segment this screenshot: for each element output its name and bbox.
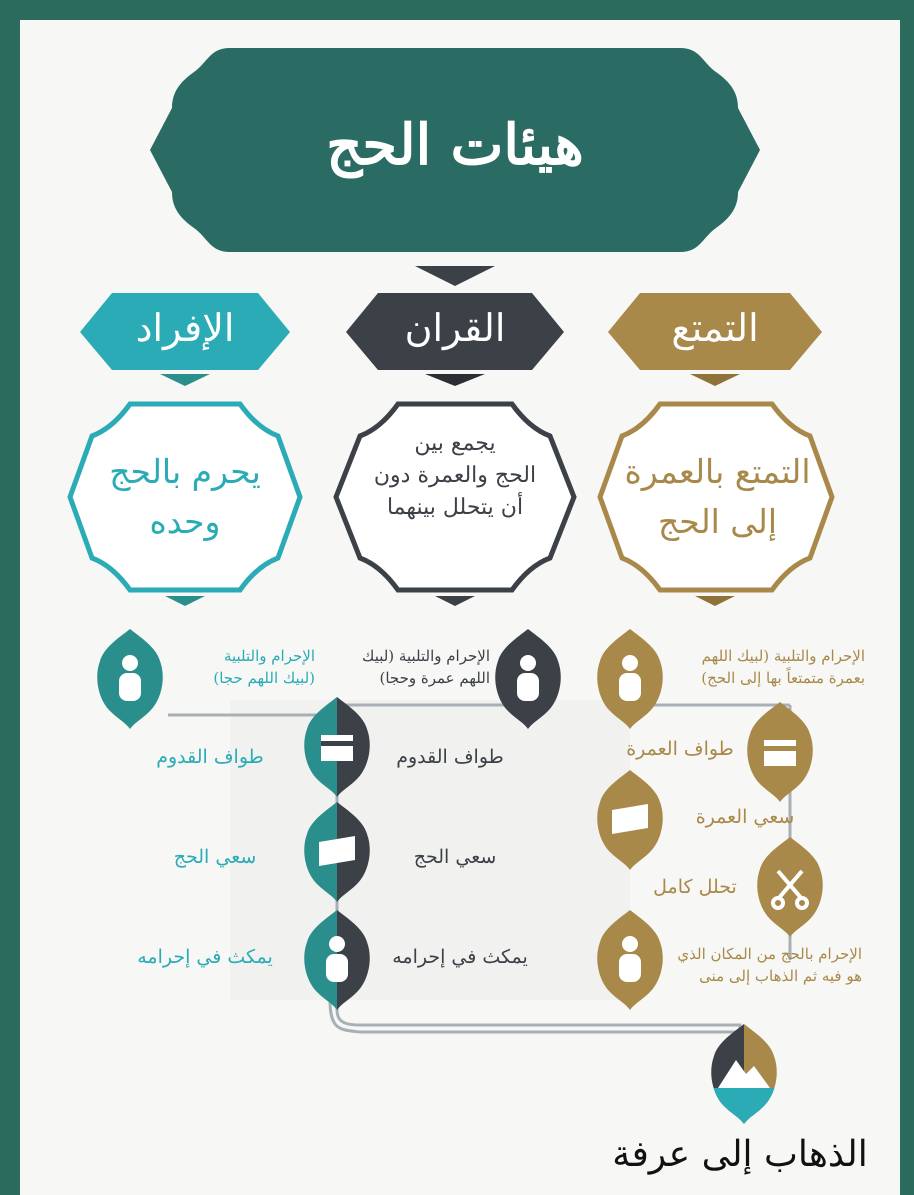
desc-arrow-tamattu [695, 596, 735, 606]
step-tamattu-ihram-line1: الإحرام والتلبية (لبيك اللهم [701, 647, 865, 665]
header-tamattu: التمتع [671, 306, 759, 350]
desc-tamattu [605, 447, 830, 547]
step-ifrad-stay: يمكث في إحرامه [137, 946, 273, 968]
step-tamattu-tahallul: تحلل كامل [653, 876, 737, 898]
desc-qiran [345, 428, 565, 524]
step-ifrad-ihram-line2: (لبيك اللهم حجا) [213, 669, 315, 687]
desc-qiran-line3: أن يتحلل بينهما [386, 495, 524, 520]
desc-ifrad-line2: وحده [149, 502, 221, 541]
desc-tamattu-line2: إلى الحج [657, 502, 778, 541]
desc-arrow-ifrad [165, 596, 205, 606]
step-qiran-ihram-line2: اللهم عمرة وحجا) [379, 669, 490, 687]
kaaba-icon [764, 740, 796, 766]
desc-qiran-line1: يجمع بين [414, 431, 496, 456]
step-tamattu-hajj-line2: هو فيه ثم الذهاب إلى منى [699, 967, 862, 985]
step-qiran-tawaf: طواف القدوم [396, 746, 504, 768]
step-qiran-stay: يمكث في إحرامه [392, 946, 528, 968]
step-ifrad-tawaf: طواف القدوم [156, 746, 264, 768]
kaaba-icon [321, 735, 353, 761]
step-tamattu-ihram [680, 645, 865, 689]
step-qiran-sai: سعي الحج [413, 846, 497, 868]
desc-ifrad-line1: يحرم بالحج [109, 452, 261, 491]
medal-arafah [704, 1017, 784, 1128]
step-tamattu-sai: سعي العمرة [695, 806, 795, 828]
medal-ifrad-ihram [97, 629, 163, 729]
step-ifrad-ihram [170, 645, 315, 689]
step-ifrad-ihram-line1: الإحرام والتلبية [223, 647, 315, 665]
desc-ifrad [80, 447, 290, 547]
person-icon [517, 655, 539, 701]
person-icon [326, 936, 348, 982]
step-tamattu-tawaf: طواف العمرة [626, 738, 734, 760]
step-tamattu-ihram-line2: بعمرة متمتعاً بها إلى الحج) [701, 669, 865, 687]
step-ifrad-sai: سعي الحج [173, 846, 257, 868]
step-qiran-ihram [340, 645, 490, 689]
step-tamattu-hajj-ihram [672, 943, 862, 987]
person-icon [119, 655, 141, 701]
person-icon [619, 655, 641, 701]
person-icon [619, 936, 641, 982]
desc-tamattu-line1: التمتع بالعمرة [624, 452, 811, 491]
desc-arrow-qiran [435, 596, 475, 606]
header-ifrad: الإفراد [135, 306, 235, 350]
title-arrow [415, 266, 495, 286]
medal-tamattu-tawaf [747, 702, 813, 802]
desc-qiran-line2: الحج والعمرة دون [373, 463, 537, 488]
medal-tamattu-tahallul [757, 837, 823, 937]
final-step-arafah: الذهاب إلى عرفة [612, 1134, 868, 1175]
step-qiran-ihram-line1: الإحرام والتلبية (لبيك [362, 647, 490, 665]
step-tamattu-hajj-line1: الإحرام بالحج من المكان الذي [677, 945, 862, 963]
page-title: هيئات الحج [326, 112, 584, 178]
header-qiran: القران [404, 306, 506, 350]
